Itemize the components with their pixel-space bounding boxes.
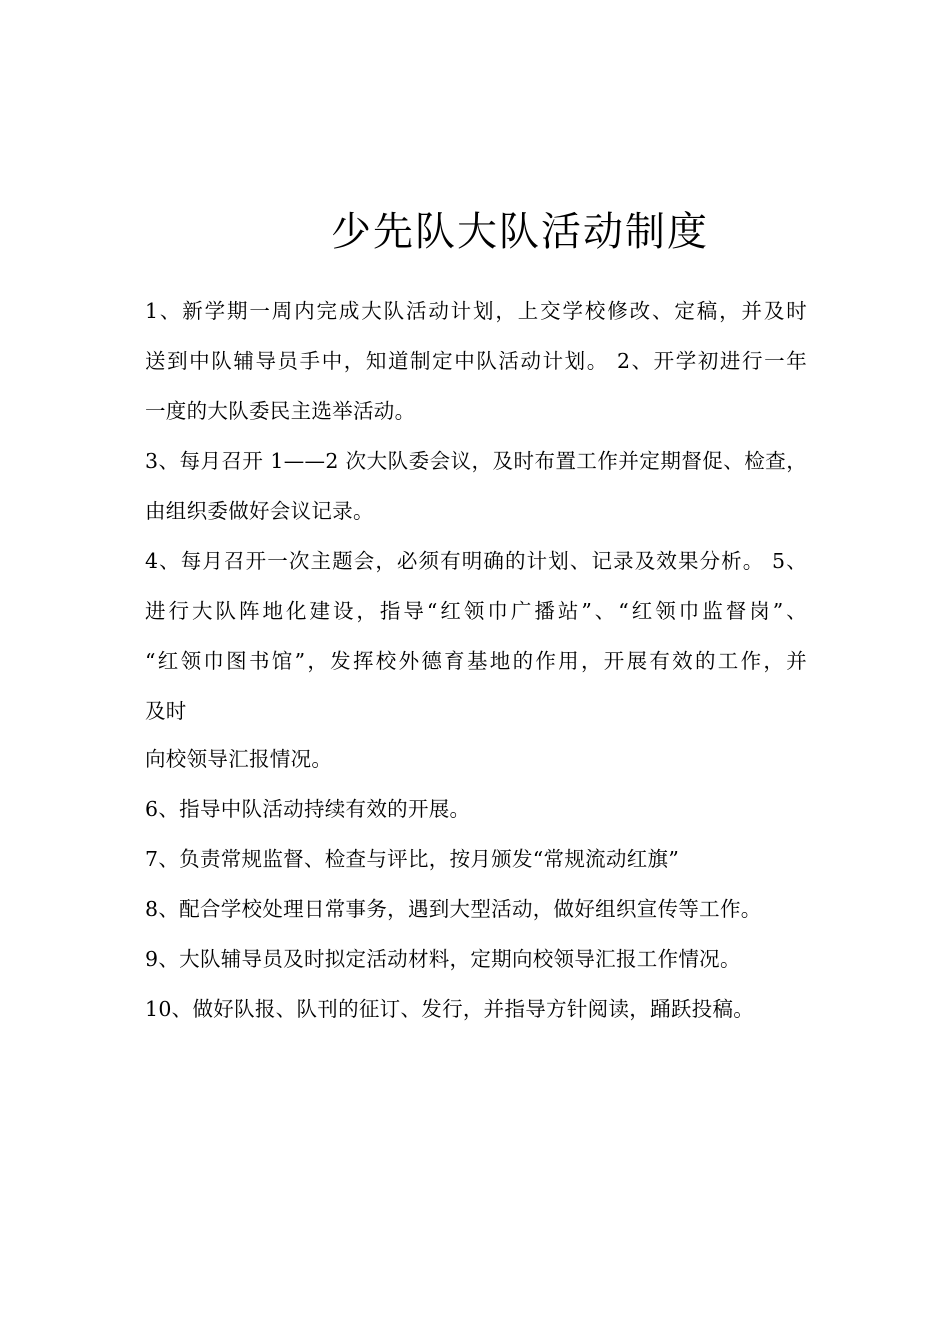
- text-line-10: 向校领导汇报情况。: [145, 747, 333, 771]
- text-line-12: 7、负责常规监督、检查与评比，按月颁发“常规流动红旗”: [145, 847, 680, 871]
- text-line-6: 4、每月召开一次主题会，必须有明确的计划、记录及效果分析。 5、: [145, 549, 807, 573]
- text-line-13: 8、配合学校处理日常事务，遇到大型活动，做好组织宣传等工作。: [145, 897, 762, 921]
- text-line-5: 由组织委做好会议记录。: [145, 499, 374, 523]
- text-line-2: 送到中队辅导员手中，知道制定中队活动计划。 2、开学初进行一年: [145, 349, 807, 373]
- text-line-4: 3、每月召开 1——2 次大队委会议，及时布置工作并定期督促、检查，: [145, 449, 807, 473]
- document-title: 少先队大队活动制度: [331, 209, 709, 255]
- text-line-14: 9、大队辅导员及时拟定活动材料，定期向校领导汇报工作情况。: [145, 947, 741, 971]
- text-line-11: 6、指导中队活动持续有效的开展。: [145, 797, 471, 821]
- text-line-8: “红领巾图书馆”，发挥校外德育基地的作用，开展有效的工作，并: [145, 649, 807, 673]
- text-line-7: 进行大队阵地化建设，指导“红领巾广播站”、“红领巾监督岗”、: [145, 599, 807, 623]
- text-line-3: 一度的大队委民主选举活动。: [145, 399, 416, 423]
- text-line-9: 及时: [145, 699, 187, 723]
- text-line-1: 1、新学期一周内完成大队活动计划，上交学校修改、定稿，并及时: [145, 299, 807, 323]
- text-line-15: 10、做好队报、队刊的征订、发行，并指导方针阅读，踊跃投稿。: [145, 997, 755, 1021]
